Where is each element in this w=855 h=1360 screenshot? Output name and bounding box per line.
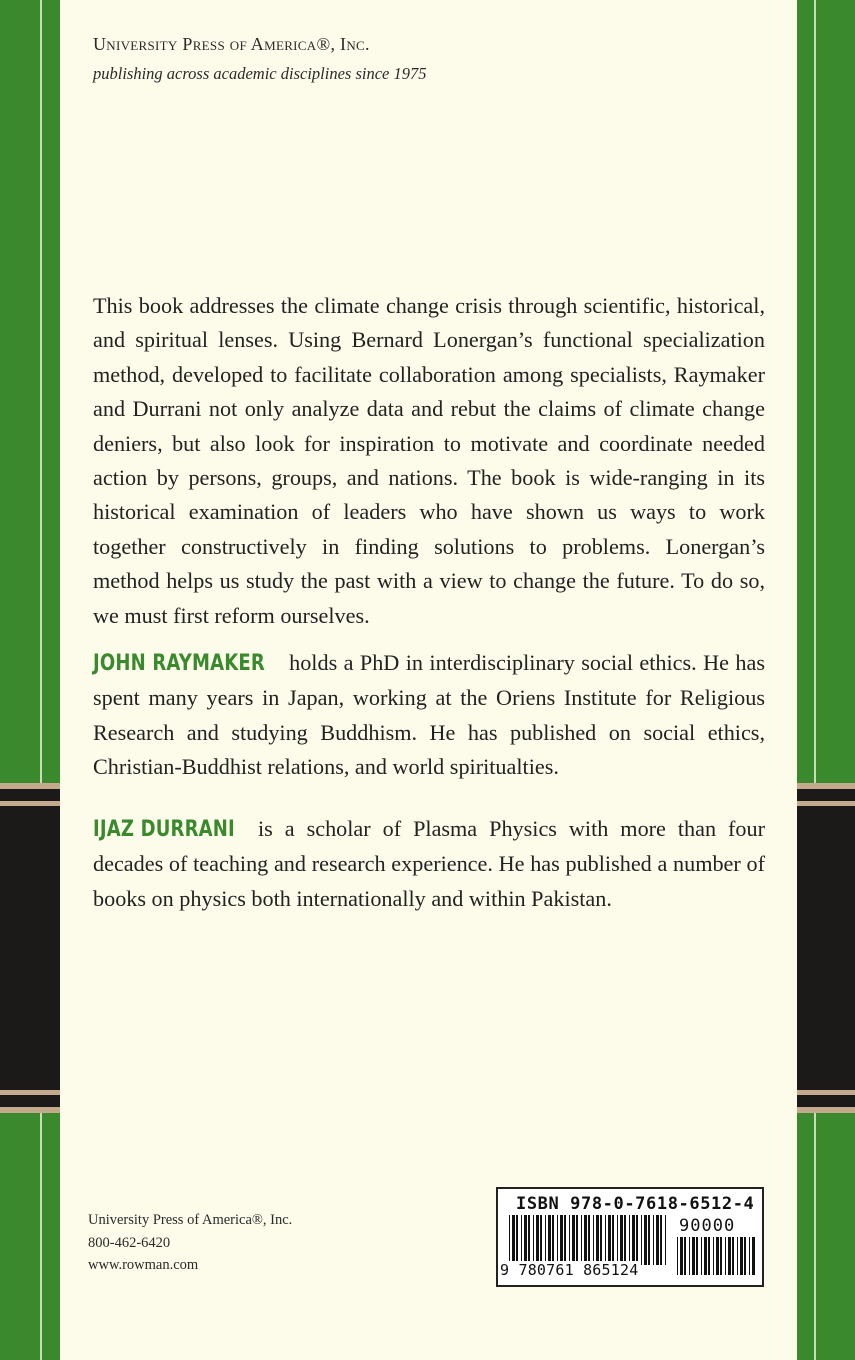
- author-name-raymaker: JOHN RAYMAKER: [93, 651, 265, 676]
- author-bio-raymaker: [93, 646, 765, 785]
- barcode-bars: [508, 1215, 670, 1265]
- contact-phone: 800-462-6420: [88, 1234, 171, 1251]
- barcode-addon-number: 90000: [679, 1216, 736, 1236]
- publisher-tagline: publishing across academic disciplines since 1975: [93, 64, 427, 83]
- publisher-name: University Press of America®, Inc.: [93, 34, 370, 54]
- barcode-digits: 9 780761 865124: [500, 1261, 639, 1279]
- author-bio-text: holds a PhD in interdisciplinary social ethics. He has spent many years in Japan, working at the Oriens Institute for Religious Research and studying Buddhism. He has published on social ethics, Christian-Buddhist relations, and world spiritualties.: [93, 650, 765, 780]
- publisher-contact: [88, 1209, 292, 1277]
- author-bio-text: is a scholar of Plasma Physics with more than four decades of teaching and research experience. He has published a number of books on physics both internationally and within Pakistan.: [93, 816, 765, 911]
- left-border: [0, 0, 60, 1360]
- right-border: [797, 0, 855, 1360]
- author-bio-durrani: [93, 812, 765, 916]
- isbn-label: ISBN 978-0-7618-6512-4: [516, 1194, 755, 1214]
- cover-panel: [60, 0, 797, 1360]
- barcode-addon-bars: [676, 1237, 756, 1275]
- isbn-barcode: [496, 1187, 764, 1287]
- contact-website: www.rowman.com: [88, 1257, 199, 1273]
- book-description: This book addresses the climate change crisis through scientific, historical, and spiritual lenses. Using Bernard Lonergan’s functional specialization method, developed to facilitate collaboration among specialists, Raymaker and Durrani not only analyze data and rebut the claims of climate change deniers, but also look for inspiration to motivate and coordinate needed action by persons, groups, and nations. The book is wide-ranging in its historical examination of leaders who have shown us ways to work together constructively in finding solutions to problems. Lonergan’s method helps us study the past with a view to change the future. To do so, we must first reform ourselves.: [93, 293, 765, 628]
- contact-name: University Press of America®, Inc.: [88, 1212, 293, 1228]
- author-name-durrani: IJAZ DURRANI: [93, 817, 235, 842]
